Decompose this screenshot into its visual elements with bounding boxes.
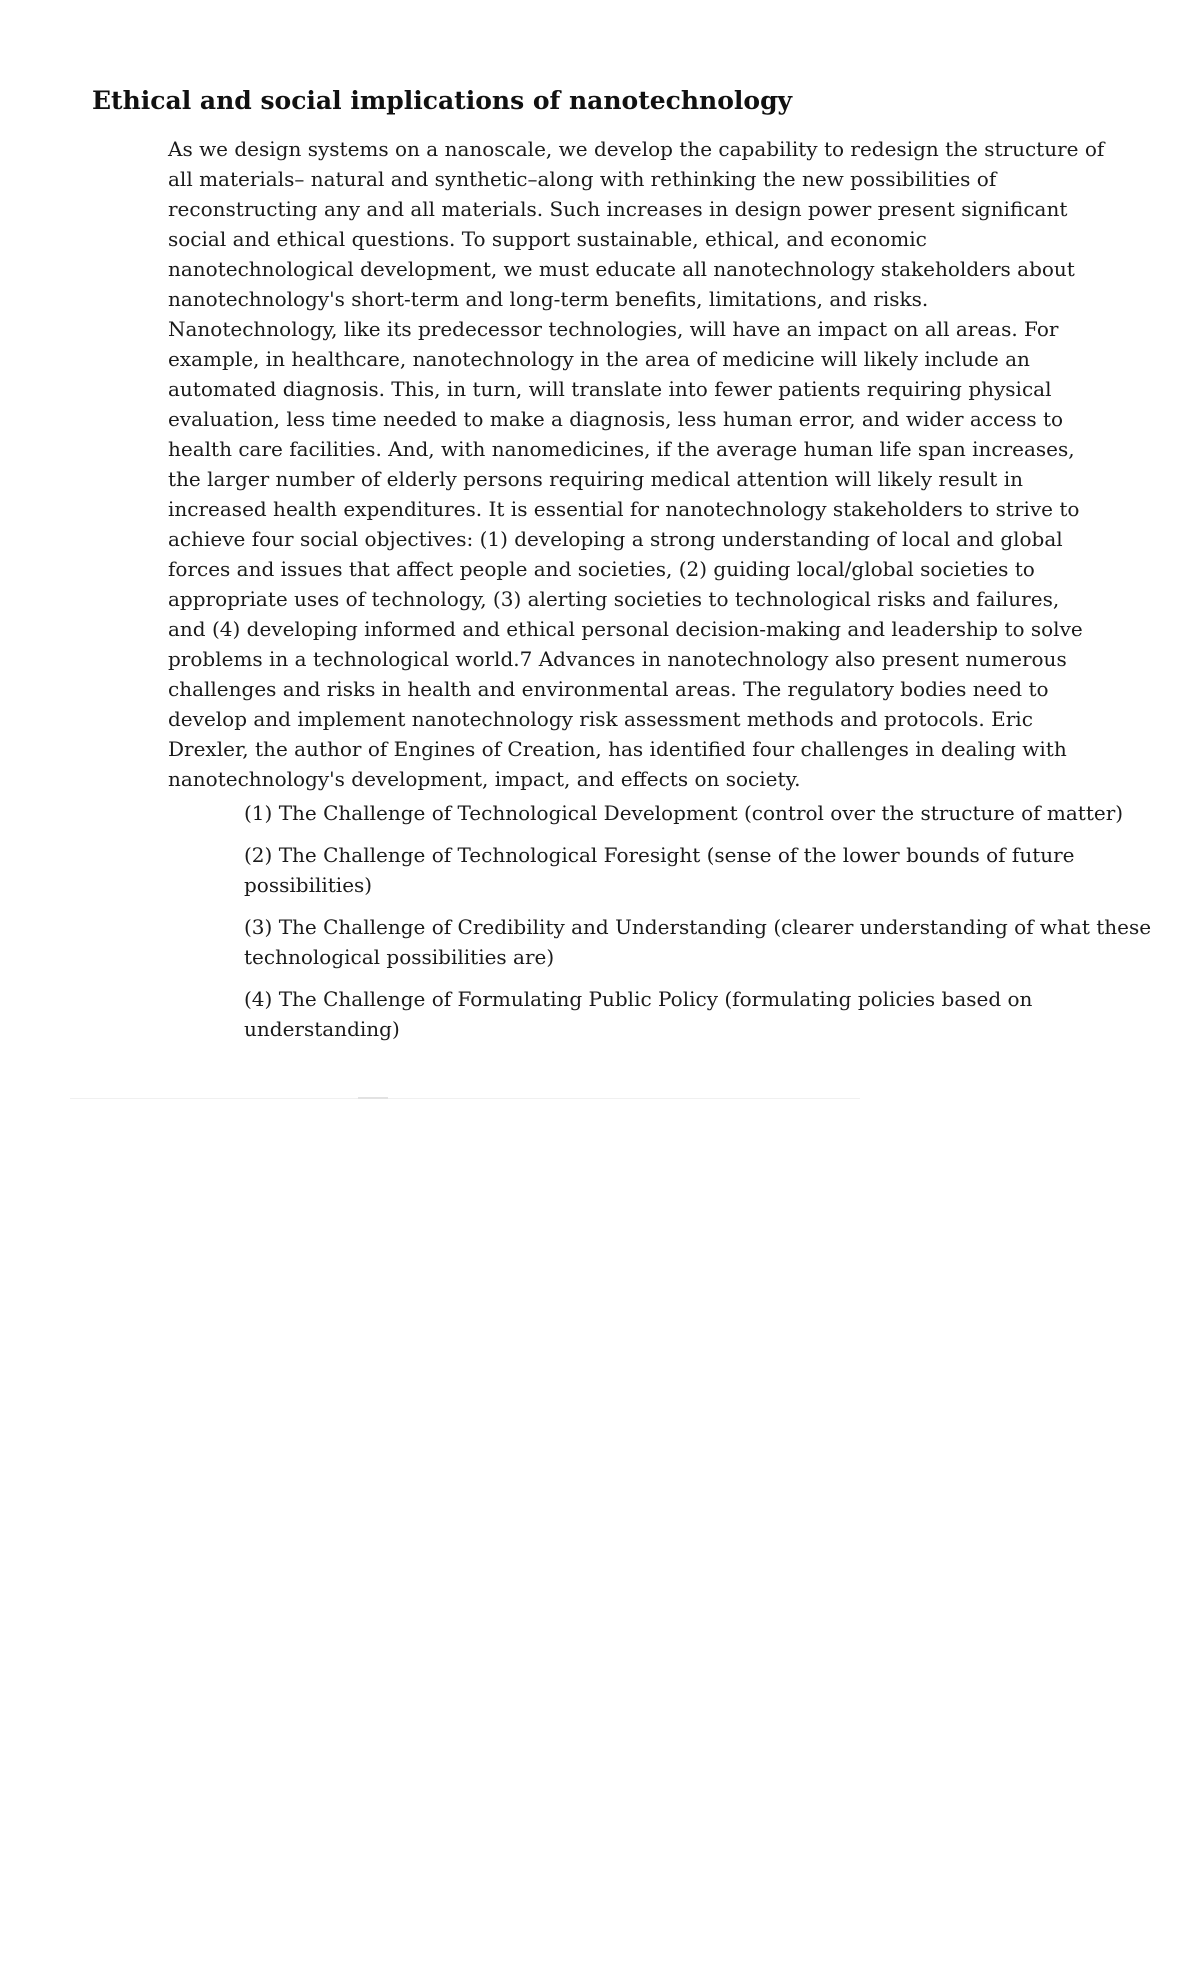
paragraph-line: all materials– natural and synthetic–along with rethinking the new possibilities of [168,167,997,191]
paragraph-line: health care facilities. And, with nanomedicines, if the average human life span increases, [168,437,1075,461]
paragraph-line: social and ethical questions. To support sustainable, ethical, and economic [168,227,927,251]
challenges-list [244,798,1174,1056]
paragraph-line: As we design systems on a nanoscale, we develop the capability to redesign the structure of [168,137,1105,161]
paragraph-line: achieve four social objectives: (1) developing a strong understanding of local and global [168,527,1063,551]
paragraph-line: increased health expenditures. It is essential for nanotechnology stakeholders to strive to [168,497,1080,521]
divider-mark [358,1097,388,1099]
challenge-item: (3) The Challenge of Credibility and Understanding (clearer understanding of what these technological possibilities are) [244,915,1152,969]
challenge-item: (1) The Challenge of Technological Development (control over the structure of matter) [244,801,1124,825]
faint-divider-line [70,1098,860,1099]
paragraph-line: example, in healthcare, nanotechnology in the area of medicine will likely include an [168,347,1030,371]
paragraph-line: and (4) developing informed and ethical personal decision-making and leadership to solve [168,617,1083,641]
paragraph-line: reconstructing any and all materials. Such increases in design power present significant [168,197,1068,221]
challenge-item: (2) The Challenge of Technological Foresight (sense of the lower bounds of future possibilities) [244,843,1075,897]
challenge-item: (4) The Challenge of Formulating Public Policy (formulating policies based on understanding) [244,987,1033,1041]
paragraph-line: develop and implement nanotechnology risk assessment methods and protocols. Eric [168,707,1033,731]
paragraph-line: automated diagnosis. This, in turn, will translate into fewer patients requiring physical [168,377,1052,401]
paragraph-line: nanotechnology's short-term and long-term benefits, limitations, and risks. [168,287,929,311]
paragraph-line: Nanotechnology, like its predecessor technologies, will have an impact on all areas. For [168,317,1059,341]
paragraph-line: forces and issues that affect people and societies, (2) guiding local/global societies to [168,557,1035,581]
body-paragraph [168,134,1180,794]
paragraph-line: appropriate uses of technology, (3) alerting societies to technological risks and failures, [168,587,1060,611]
paragraph-line: evaluation, less time needed to make a diagnosis, less human error, and wider access to [168,407,1064,431]
paragraph-line: Drexler, the author of Engines of Creation, has identified four challenges in dealing with [168,737,1067,761]
paragraph-line: problems in a technological world.7 Advances in nanotechnology also present numerous [168,647,1067,671]
section-heading: Ethical and social implications of nanotechnology [92,86,793,115]
paragraph-line: challenges and risks in health and environmental areas. The regulatory bodies need to [168,677,1049,701]
paragraph-line: nanotechnology's development, impact, and effects on society. [168,767,801,791]
paragraph-line: nanotechnological development, we must educate all nanotechnology stakeholders about [168,257,1075,281]
paragraph-line: the larger number of elderly persons requiring medical attention will likely result in [168,467,1023,491]
